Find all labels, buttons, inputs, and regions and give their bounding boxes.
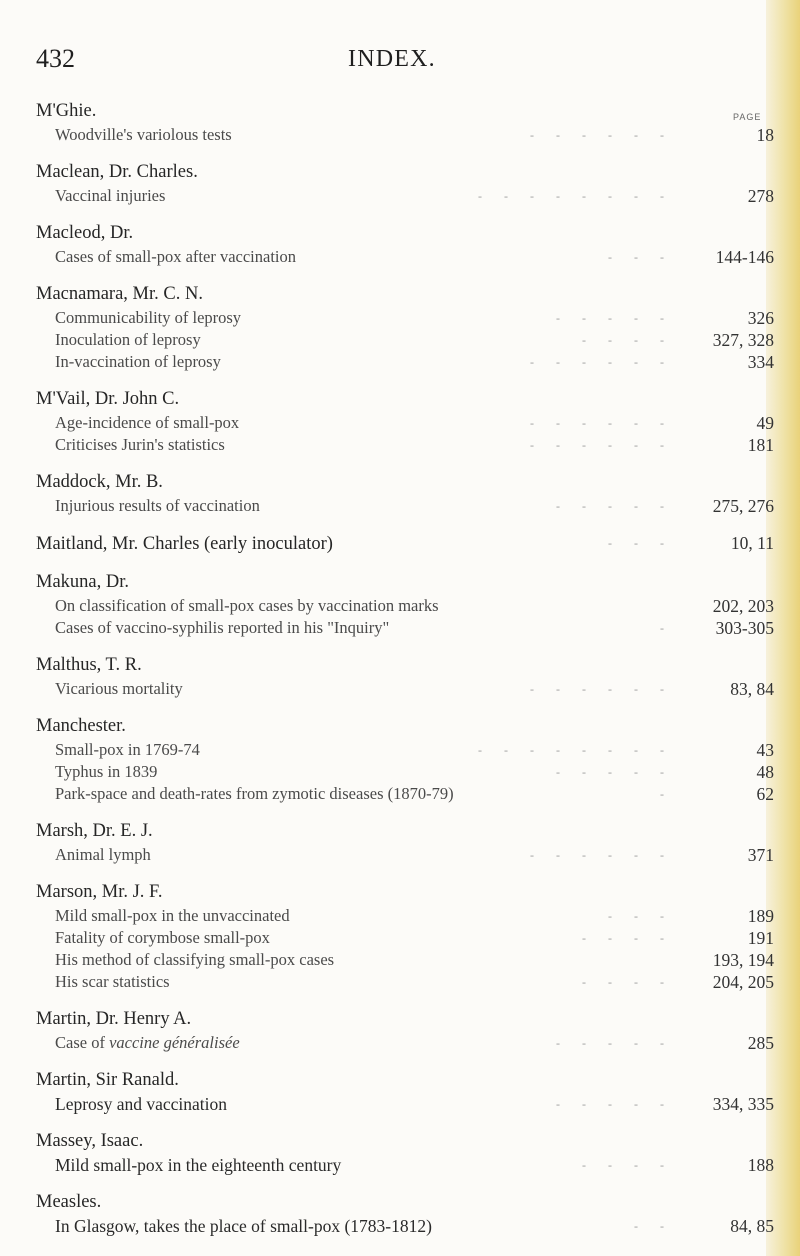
entry-subentry — [36, 1093, 776, 1115]
index-entry — [36, 386, 776, 456]
entry-heading: M'Vail, Dr. John C. — [36, 389, 180, 409]
entry-subentry — [36, 783, 776, 805]
entry-heading: Martin, Sir Ranald. — [36, 1070, 179, 1090]
page-reference: 334 — [747, 352, 774, 372]
dot-leaders: --- — [608, 250, 686, 264]
dot-leaders: ------ — [530, 355, 686, 369]
index-entry — [36, 98, 776, 146]
dot-leaders: - — [660, 787, 686, 801]
dot-leaders: ---- — [582, 333, 686, 347]
page-reference: 285 — [747, 1033, 774, 1053]
index-list — [36, 98, 776, 1250]
page-reference: 181 — [747, 435, 774, 455]
entry-heading: M'Ghie. — [36, 101, 97, 121]
dot-leaders: ----- — [556, 765, 686, 779]
subentry-text: Typhus in 1839 — [55, 762, 158, 781]
page-reference: 204, 205 — [712, 972, 774, 992]
page-title: INDEX. — [348, 46, 436, 72]
page-reference: 202, 203 — [712, 596, 774, 616]
entry-subentry — [36, 434, 776, 456]
index-entry — [36, 1128, 776, 1176]
entry-subentry — [36, 185, 776, 207]
subentry-text: Vicarious mortality — [55, 679, 183, 698]
page-reference: 83, 84 — [730, 679, 774, 699]
page-reference: 144-146 — [715, 247, 774, 267]
entry-subentry — [36, 678, 776, 700]
entry-subentry — [36, 905, 776, 927]
subentry-text: Vaccinal injuries — [55, 186, 166, 205]
subentry-text: Leprosy and vaccination — [55, 1094, 228, 1114]
page-reference: 84, 85 — [730, 1216, 774, 1236]
dot-leaders: --- — [608, 909, 686, 923]
entry-heading: Malthus, T. R. — [36, 655, 142, 675]
page-reference: 327, 328 — [712, 330, 774, 350]
page-reference: 371 — [747, 845, 774, 865]
index-entry — [36, 530, 776, 556]
subentry-text: On classification of small-pox cases by vaccination marks — [55, 596, 439, 615]
page-reference: 62 — [756, 784, 774, 804]
index-entry — [36, 1006, 776, 1054]
index-entry — [36, 1067, 776, 1115]
page-reference: 189 — [747, 906, 774, 926]
page-reference: 191 — [747, 928, 774, 948]
subentry-text: Fatality of corymbose small-pox — [55, 928, 270, 947]
page-reference: 43 — [756, 740, 774, 760]
entry-heading: Maitland, Mr. Charles (early inoculator) — [36, 534, 333, 554]
subentry-text: In-vaccination of leprosy — [55, 352, 221, 371]
index-entry — [36, 281, 776, 373]
subentry-text: Criticises Jurin's statistics — [55, 435, 225, 454]
entry-heading: Makuna, Dr. — [36, 572, 129, 592]
subentry-text: Age-incidence of small-pox — [55, 413, 240, 432]
page-reference: 48 — [756, 762, 774, 782]
entry-subentry — [36, 329, 776, 351]
entry-subentry — [36, 124, 776, 146]
entry-heading: Massey, Isaac. — [36, 1131, 144, 1151]
subentry-text: His scar statistics — [55, 972, 170, 991]
subentry-text: Case of — [55, 1033, 110, 1052]
page-column-label: PAGE — [733, 112, 762, 122]
entry-heading: Maddock, Mr. B. — [36, 472, 163, 492]
subentry-text: Mild small-pox in the eighteenth century — [55, 1155, 342, 1175]
entry-subentry — [36, 246, 776, 268]
index-entry — [36, 1189, 776, 1237]
entry-heading: Marson, Mr. J. F. — [36, 882, 163, 902]
page-reference: 188 — [747, 1155, 774, 1175]
dot-leaders: ----- — [556, 311, 686, 325]
dot-leaders: -------- — [478, 189, 686, 203]
subentry-text: Mild small-pox in the unvaccinated — [55, 906, 290, 925]
entry-subentry — [36, 844, 776, 866]
dot-leaders: ------ — [530, 848, 686, 862]
subentry-text: Injurious results of vaccination — [55, 496, 260, 515]
entry-subentry — [36, 1215, 776, 1237]
entry-subentry — [36, 412, 776, 434]
entry-subentry — [36, 927, 776, 949]
subentry-text: Communicability of leprosy — [55, 308, 242, 327]
subentry-text: Cases of vaccino-syphilis reported in his "Inquiry" — [55, 618, 390, 637]
entry-heading: Martin, Dr. Henry A. — [36, 1009, 192, 1029]
dot-leaders: -- — [634, 1219, 686, 1233]
entry-subentry — [36, 495, 776, 517]
entry-heading: Measles. — [36, 1192, 102, 1212]
dot-leaders: ---- — [582, 931, 686, 945]
subentry-text: His method of classifying small-pox cases — [55, 950, 335, 969]
dot-leaders: - — [660, 621, 686, 635]
dot-leaders: ----- — [556, 1036, 686, 1050]
entry-heading: Marsh, Dr. E. J. — [36, 821, 153, 841]
index-entry — [36, 469, 776, 517]
subentry-text: Park-space and death-rates from zymotic diseases (1870-79) — [55, 784, 454, 803]
index-entry — [36, 220, 776, 268]
dot-leaders: ----- — [556, 1097, 686, 1111]
dot-leaders: ------ — [530, 438, 686, 452]
dot-leaders: ---- — [582, 975, 686, 989]
index-entry — [36, 652, 776, 700]
entry-subentry — [36, 761, 776, 783]
index-entry — [36, 713, 776, 805]
entry-subentry — [36, 949, 776, 971]
entry-heading: Macnamara, Mr. C. N. — [36, 284, 203, 304]
entry-subentry — [36, 617, 776, 639]
entry-subentry — [36, 595, 776, 617]
page-reference: 10, 11 — [730, 533, 774, 553]
dot-leaders: ------ — [530, 682, 686, 696]
entry-subentry — [36, 1154, 776, 1176]
index-entry — [36, 569, 776, 639]
entry-heading-row — [36, 530, 776, 556]
subentry-text: Animal lymph — [55, 845, 151, 864]
page-reference: 18 — [756, 125, 774, 145]
dot-leaders: ---- — [582, 1158, 686, 1172]
entry-heading: Maclean, Dr. Charles. — [36, 162, 198, 182]
subentry-text: Cases of small-pox after vaccination — [55, 247, 296, 266]
entry-subentry — [36, 307, 776, 329]
dot-leaders: ----- — [556, 499, 686, 513]
dot-leaders: ------ — [530, 128, 686, 142]
subentry-text: In Glasgow, takes the place of small-pox (1783-1812) — [55, 1216, 432, 1236]
page-reference: 278 — [747, 186, 774, 206]
entry-subentry — [36, 351, 776, 373]
entry-subentry — [36, 971, 776, 993]
page-reference: 334, 335 — [712, 1094, 774, 1114]
page-reference: 326 — [747, 308, 774, 328]
dot-leaders: --- — [608, 536, 686, 550]
page-number: 432 — [36, 44, 75, 73]
page-reference: 193, 194 — [712, 950, 774, 970]
dot-leaders: ------ — [530, 416, 686, 430]
page-reference: 49 — [756, 413, 774, 433]
subentry-text: Woodville's variolous tests — [55, 125, 232, 144]
page-reference: 275, 276 — [712, 496, 774, 516]
dot-leaders: -------- — [478, 743, 686, 757]
subentry-italic-text: vaccine généralisée — [109, 1033, 240, 1052]
page-reference: 303-305 — [715, 618, 774, 638]
entry-heading: Manchester. — [36, 716, 126, 736]
subentry-text: Inoculation of leprosy — [55, 330, 201, 349]
subentry-text: Small-pox in 1769-74 — [55, 740, 200, 759]
index-entry — [36, 159, 776, 207]
entry-heading: Macleod, Dr. — [36, 223, 134, 243]
entry-subentry — [36, 1032, 776, 1054]
index-entry — [36, 818, 776, 866]
entry-subentry — [36, 739, 776, 761]
index-entry — [36, 879, 776, 993]
